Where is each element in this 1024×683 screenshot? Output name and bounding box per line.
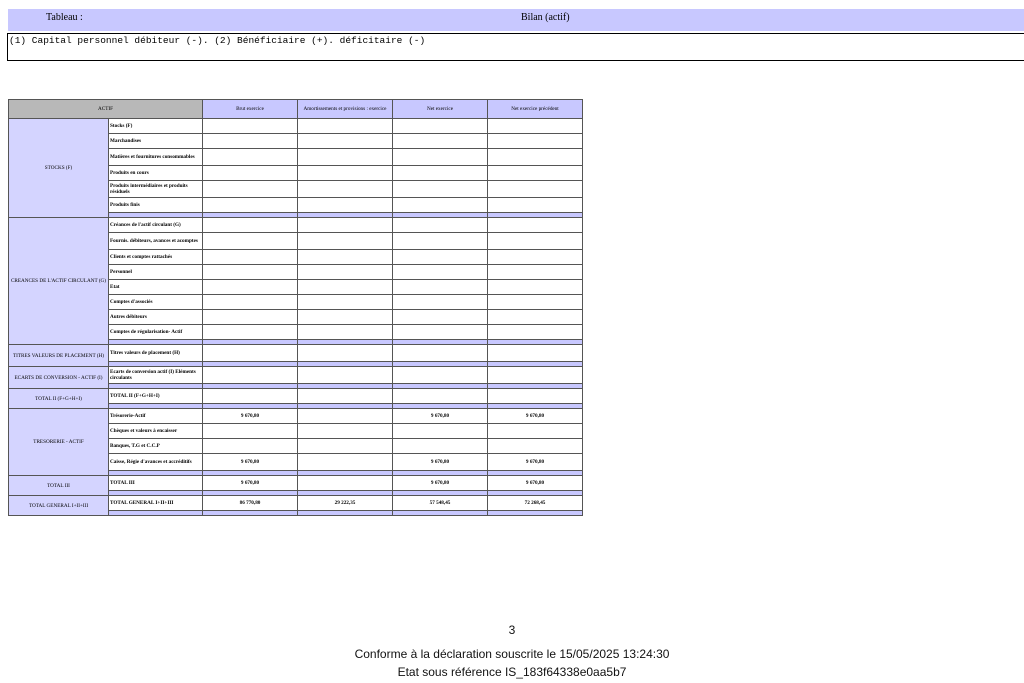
table-label: Tableau : [46, 12, 83, 23]
cell-prev [488, 424, 583, 439]
cell-prev [488, 310, 583, 325]
cell-prev [488, 134, 583, 149]
cell-prev [488, 345, 583, 362]
bilan-actif-table [8, 99, 583, 516]
cell-brut [203, 439, 298, 454]
cell-amort [298, 476, 393, 491]
cell-brut [203, 325, 298, 340]
cell-prev [488, 325, 583, 340]
cell-net [393, 325, 488, 340]
row-label: Personnel [109, 265, 203, 280]
cell-brut [203, 310, 298, 325]
cell-brut [203, 367, 298, 384]
group-label: TOTAL II (F+G+H+I) [9, 389, 109, 409]
col-prev: Net exercice précédent [488, 100, 583, 119]
cell-net [393, 280, 488, 295]
table-row [9, 496, 583, 511]
cell-brut: 9 670,80 [203, 476, 298, 491]
cell-net [393, 250, 488, 265]
group-label: TITRES VALEURS DE PLACEMENT (H) [9, 345, 109, 367]
cell-brut: 9 670,80 [203, 454, 298, 471]
cell-amort [298, 280, 393, 295]
cell-prev: 9 670,80 [488, 454, 583, 471]
separator-cell [298, 511, 393, 516]
cell-amort [298, 233, 393, 250]
row-label: Autres débiteurs [109, 310, 203, 325]
table-row [9, 476, 583, 491]
cell-prev: 9 670,80 [488, 476, 583, 491]
cell-brut: 9 670,80 [203, 409, 298, 424]
row-label: Titres valeurs de placement (H) [109, 345, 203, 362]
table-header-bar [8, 9, 1024, 31]
cell-prev [488, 233, 583, 250]
table-row [9, 345, 583, 362]
cell-brut [203, 233, 298, 250]
cell-brut [203, 345, 298, 362]
cell-prev [488, 218, 583, 233]
cell-brut [203, 181, 298, 198]
row-label: Comptes de régularisation- Actif [109, 325, 203, 340]
cell-amort [298, 134, 393, 149]
cell-net [393, 181, 488, 198]
cell-prev [488, 198, 583, 213]
cell-net [393, 233, 488, 250]
cell-amort [298, 367, 393, 384]
cell-amort [298, 119, 393, 134]
cell-net: 57 548,45 [393, 496, 488, 511]
cell-amort [298, 181, 393, 198]
row-label: Produits intermédiaires et produits résiduels [109, 181, 203, 198]
row-label: Caisse, Régie d'avances et accréditifs [109, 454, 203, 471]
table-row [9, 218, 583, 233]
cell-prev [488, 149, 583, 166]
cell-net [393, 166, 488, 181]
group-label: ECARTS DE CONVERSION - ACTIF (I) [9, 367, 109, 389]
cell-amort [298, 149, 393, 166]
cell-amort [298, 295, 393, 310]
cell-net [393, 134, 488, 149]
conformity-text: Conforme à la déclaration souscrite le 15/05/2025 13:24:30 [354, 647, 670, 661]
cell-amort [298, 439, 393, 454]
cell-net [393, 198, 488, 213]
cell-amort [298, 310, 393, 325]
row-label: Produits finis [109, 198, 203, 213]
cell-amort [298, 250, 393, 265]
table-row [9, 119, 583, 134]
cell-net [393, 424, 488, 439]
page-number: 3 [508, 623, 516, 637]
cell-amort [298, 454, 393, 471]
col-net: Net exercice [393, 100, 488, 119]
cell-amort [298, 166, 393, 181]
cell-brut [203, 134, 298, 149]
col-amort: Amortissements et provisions : exercice [298, 100, 393, 119]
cell-net [393, 295, 488, 310]
cell-brut [203, 265, 298, 280]
cell-brut [203, 250, 298, 265]
row-label: Marchandises [109, 134, 203, 149]
reference-text: Etat sous référence IS_183f64338e0aa5b7 [397, 665, 627, 679]
table-row [9, 389, 583, 404]
cell-prev: 9 670,80 [488, 409, 583, 424]
cell-net [393, 367, 488, 384]
row-label: Stocks (F) [109, 119, 203, 134]
cell-net [393, 265, 488, 280]
table-row [9, 409, 583, 424]
separator-cell [488, 511, 583, 516]
col-actif: ACTIF [9, 100, 203, 119]
cell-prev [488, 250, 583, 265]
cell-net [393, 149, 488, 166]
cell-amort [298, 265, 393, 280]
row-label: Etat [109, 280, 203, 295]
cell-prev [488, 389, 583, 404]
cell-prev [488, 181, 583, 198]
separator-cell [203, 511, 298, 516]
group-label: TOTAL III [9, 476, 109, 496]
separator-cell [109, 511, 203, 516]
table-header-row [9, 100, 583, 119]
table-row [9, 367, 583, 384]
cell-net [393, 218, 488, 233]
cell-net: 9 670,80 [393, 454, 488, 471]
cell-brut [203, 166, 298, 181]
cell-brut [203, 389, 298, 404]
cell-prev [488, 166, 583, 181]
cell-net: 9 670,80 [393, 409, 488, 424]
row-label: Produits en cours [109, 166, 203, 181]
row-label: TOTAL III [109, 476, 203, 491]
cell-brut [203, 119, 298, 134]
separator-cell [393, 511, 488, 516]
cell-amort: 29 222,35 [298, 496, 393, 511]
row-label: TOTAL II (F+G+H+I) [109, 389, 203, 404]
group-label: CREANCES DE L'ACTIF CIRCULANT (G) [9, 218, 109, 345]
row-label: Comptes d'associés [109, 295, 203, 310]
cell-net [393, 389, 488, 404]
cell-prev [488, 265, 583, 280]
cell-net [393, 439, 488, 454]
cell-amort [298, 424, 393, 439]
cell-brut [203, 295, 298, 310]
cell-net [393, 345, 488, 362]
col-brut: Brut exercice [203, 100, 298, 119]
row-label: Matières et fournitures consommables [109, 149, 203, 166]
cell-prev [488, 367, 583, 384]
cell-brut [203, 280, 298, 295]
row-label: Créances de l'actif circulant (G) [109, 218, 203, 233]
cell-net [393, 310, 488, 325]
table-title: Bilan (actif) [521, 12, 570, 23]
group-label: TOTAL GENERAL I+II+III [9, 496, 109, 516]
cell-brut [203, 198, 298, 213]
cell-amort [298, 218, 393, 233]
cell-net: 9 670,80 [393, 476, 488, 491]
row-label: Chèques et valeurs à encaisser [109, 424, 203, 439]
row-label: Fournis. débiteurs, avances et acomptes [109, 233, 203, 250]
cell-brut [203, 149, 298, 166]
row-label: Trésorerie-Actif [109, 409, 203, 424]
cell-amort [298, 198, 393, 213]
cell-brut: 86 770,80 [203, 496, 298, 511]
cell-amort [298, 345, 393, 362]
legend-note: (1) Capital personnel débiteur (-). (2) Bénéficiaire (+). déficitaire (-) [7, 33, 1024, 61]
cell-prev: 72 268,45 [488, 496, 583, 511]
cell-amort [298, 325, 393, 340]
row-label: Ecarts de conversion actif (I) Eléments circulants [109, 367, 203, 384]
cell-brut [203, 424, 298, 439]
group-label: TRESORERIE - ACTIF [9, 409, 109, 476]
cell-amort [298, 389, 393, 404]
cell-prev [488, 439, 583, 454]
cell-prev [488, 280, 583, 295]
cell-net [393, 119, 488, 134]
cell-prev [488, 295, 583, 310]
cell-amort [298, 409, 393, 424]
row-label: Banques, T.G et C.C.P [109, 439, 203, 454]
cell-brut [203, 218, 298, 233]
row-label: TOTAL GENERAL I+II+III [109, 496, 203, 511]
cell-prev [488, 119, 583, 134]
group-label: STOCKS (F) [9, 119, 109, 218]
row-label: Clients et comptes rattachés [109, 250, 203, 265]
